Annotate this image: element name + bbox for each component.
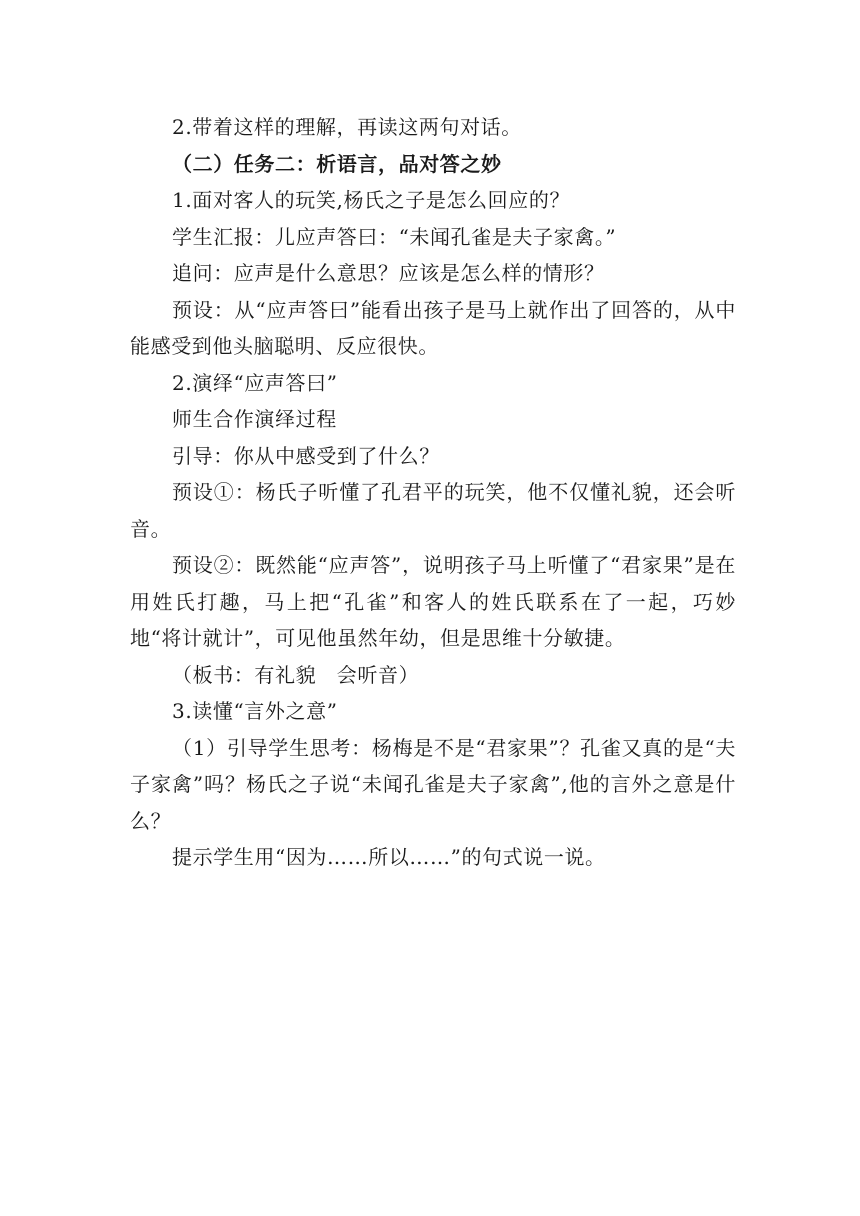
document-body — [130, 109, 736, 876]
paragraph-guided-thinking: （1）引导学生思考：杨梅是不是“君家果”？孔雀又真的是“夫子家禽”吗？杨氏之子说“未闻孔雀是夫子家禽”,他的言外之意是什么？ — [130, 735, 736, 833]
paragraph-sentence-pattern-prompt: 提示学生用“因为……所以……”的句式说一说。 — [172, 845, 606, 869]
paragraph-guidance: 引导：你从中感受到了什么？ — [172, 443, 440, 468]
paragraph-implied-meaning: 3.读懂“言外之意” — [172, 699, 338, 723]
paragraph-preset-answer: 预设：从“应声答曰”能看出孩子是马上就作出了回答的，从中能感受到他头脑聪明、反应很快。 — [130, 297, 736, 358]
paragraph-question-response: 1.面对客人的玩笑,杨氏之子是怎么回应的？ — [172, 188, 571, 212]
paragraph-teacher-student-performance: 师生合作演绎过程 — [172, 407, 337, 431]
paragraph-preset-two: 预设②：既然能“应声答”，说明孩子马上听懂了“君家果”是在用姓氏打趣，马上把“孔雀”和客人的姓氏联系在了一起，巧妙地“将计就计”，可见他虽然年幼，但是思维十分敏捷。 — [130, 553, 736, 650]
paragraph-reread-dialogue: 2.带着这样的理解，再读这两句对话。 — [172, 115, 522, 139]
paragraph-student-report: 学生汇报：儿应声答曰：“未闻孔雀是夫子家禽。” — [172, 224, 617, 249]
paragraph-perform-reply: 2.演绎“应声答曰” — [172, 370, 338, 395]
section-heading-task-two: （二）任务二：析语言，品对答之妙 — [172, 151, 502, 176]
paragraph-preset-one: 预设①：杨氏子听懂了孔君平的玩笑，他不仅懂礼貌，还会听音。 — [130, 480, 736, 541]
paragraph-follow-up-question: 追问：应声是什么意思？应该是怎么样的情形？ — [172, 261, 605, 285]
paragraph-blackboard-note: （板书：有礼貌 会听音） — [172, 662, 420, 687]
